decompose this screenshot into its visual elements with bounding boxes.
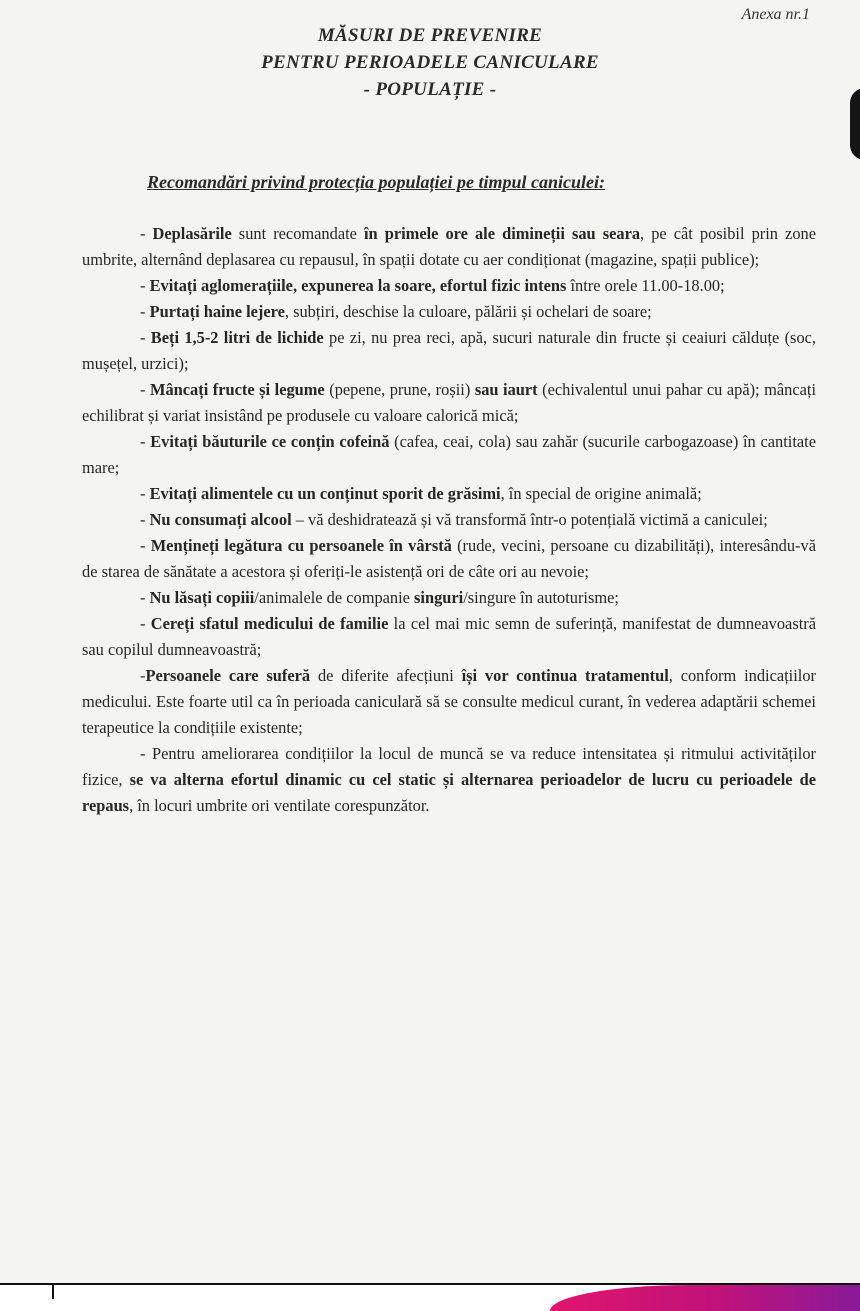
paragraph-text: -: [140, 510, 150, 529]
recommendation-paragraph: [82, 221, 816, 273]
bold-text: Purtați haine lejere: [149, 302, 285, 321]
bold-text: Nu consumați alcool: [149, 510, 292, 529]
bold-text: Deplasările: [152, 224, 232, 243]
bold-text: Mențineți legătura cu persoanele în vârstă: [150, 536, 452, 555]
bottom-bar: [0, 1283, 860, 1311]
paragraph-text: , subțiri, deschise la culoare, pălării și ochelari de soare;: [284, 302, 652, 321]
title-line-1: MĂSURI DE PREVENIRE: [317, 25, 543, 46]
recommendation-paragraph: [82, 585, 816, 611]
bold-text: singuri: [414, 588, 464, 607]
recommendation-paragraph: [82, 429, 816, 481]
paragraph-text: -: [140, 302, 150, 321]
bold-text: Persoanele care suferă: [145, 666, 311, 685]
document-title: [0, 22, 860, 103]
paragraph-text: sunt recomandate: [231, 224, 364, 243]
paragraph-text: -: [140, 276, 150, 295]
bold-text: Cereți sfatul medicului de familie: [150, 614, 389, 633]
paragraph-text: între orele 11.00-18.00;: [566, 276, 725, 295]
recommendation-paragraph: [82, 507, 816, 533]
paragraph-text: -: [140, 536, 151, 555]
bold-text: își vor continua tratamentul: [461, 666, 669, 685]
paragraph-text: , conform indicațiilor medicului. Este foarte util ca în perioada caniculară să se consulte medicul curant, în vederea adaptării schemei terapeutice la condițiile existente;: [82, 666, 816, 737]
bold-text: Evitați alimentele cu un conținut sporit de grăsimi: [149, 484, 501, 503]
bold-text: se va alterna efortul dinamic cu cel static și alternarea perioadelor de lucru cu perioadele de repaus: [82, 770, 816, 815]
paragraph-text: , în special de origine animală;: [500, 484, 702, 503]
bottom-swoosh: [550, 1285, 860, 1311]
bold-text: Beți 1,5-2 litri de lichide: [150, 328, 324, 347]
recommendation-paragraph: [82, 325, 816, 377]
recommendation-paragraph: [82, 377, 816, 429]
recommendation-paragraph: [82, 481, 816, 507]
recommendation-paragraph: [82, 299, 816, 325]
paragraph-text: -: [140, 328, 151, 347]
recommendation-paragraph: [82, 273, 816, 299]
title-line-2: PENTRU PERIOADELE CANICULARE: [261, 52, 599, 73]
bottom-mark: [52, 1285, 54, 1299]
bold-text: în primele ore ale dimineții sau seara: [363, 224, 641, 243]
recommendations-list: [82, 221, 816, 819]
paragraph-text: (echivalentul unui pahar cu apă); mâncați echilibrat și variat insistând pe produsele cu valoare calorică mică;: [82, 380, 817, 425]
paragraph-text: -: [140, 432, 151, 451]
subheading: Recomandări privind protecția populației pe timpul caniculei:: [147, 172, 605, 192]
paragraph-text: /animalele de companie: [254, 588, 415, 607]
paragraph-text: – vă deshidratează și vă transformă într-o potențială victimă a caniculei;: [291, 510, 768, 529]
paragraph-text: -: [140, 224, 153, 243]
paragraph-text: de diferite afecțiuni: [310, 666, 462, 685]
bold-text: Mâncați fructe și legume: [150, 380, 325, 399]
recommendation-paragraph: [82, 663, 816, 741]
recommendation-paragraph: [82, 611, 816, 663]
paragraph-text: (rude, vecini, persoane cu dizabilități), interesându-vă de starea de sănătate a acestora și oferiți-le asistență ori de câte ori au nevoie;: [82, 536, 816, 581]
annex-number: Anexa nr.1: [741, 6, 810, 23]
paragraph-text: /singure în autoturisme;: [463, 588, 619, 607]
paragraph-text: -: [140, 380, 150, 399]
paragraph-text: -: [140, 614, 151, 633]
recommendation-paragraph: [82, 741, 816, 819]
bold-text: Evitați băuturile ce conțin cofeină: [150, 432, 390, 451]
paragraph-text: , în locuri umbrite ori ventilate corespunzător.: [129, 796, 430, 815]
paragraph-text: -: [140, 484, 150, 503]
paragraph-text: pe zi, nu prea reci, apă, sucuri naturale din fructe și ceaiuri călduțe (soc, mușețel, urzici);: [82, 328, 817, 373]
bold-text: sau iaurt: [474, 380, 538, 399]
page-edge-shadow: [850, 88, 860, 160]
paragraph-text: (cafea, ceai, cola) sau zahăr (sucurile carbogazoase) în cantitate mare;: [82, 432, 816, 477]
paragraph-text: - Pentru ameliorarea condițiilor la locul de muncă se va reduce intensitatea și ritmului activităților fizice,: [82, 744, 816, 789]
bold-text: Nu lăsați copiii: [149, 588, 255, 607]
paragraph-text: la cel mai mic semn de suferință, manifestat de dumneavoastră sau copilul dumneavoastră;: [82, 614, 816, 659]
paragraph-text: (pepene, prune, roșii): [324, 380, 475, 399]
paragraph-text: -: [140, 666, 146, 685]
paragraph-text: , pe cât posibil prin zone umbrite, alternând deplasarea cu repausul, în spații dotate cu aer condiționat (magazine, spații publice);: [82, 224, 816, 269]
paragraph-text: -: [140, 588, 150, 607]
title-line-3: - POPULAȚIE -: [363, 79, 497, 100]
bold-text: Evitați aglomerațiile, expunerea la soare, efortul fizic intens: [149, 276, 567, 295]
recommendation-paragraph: [82, 533, 816, 585]
